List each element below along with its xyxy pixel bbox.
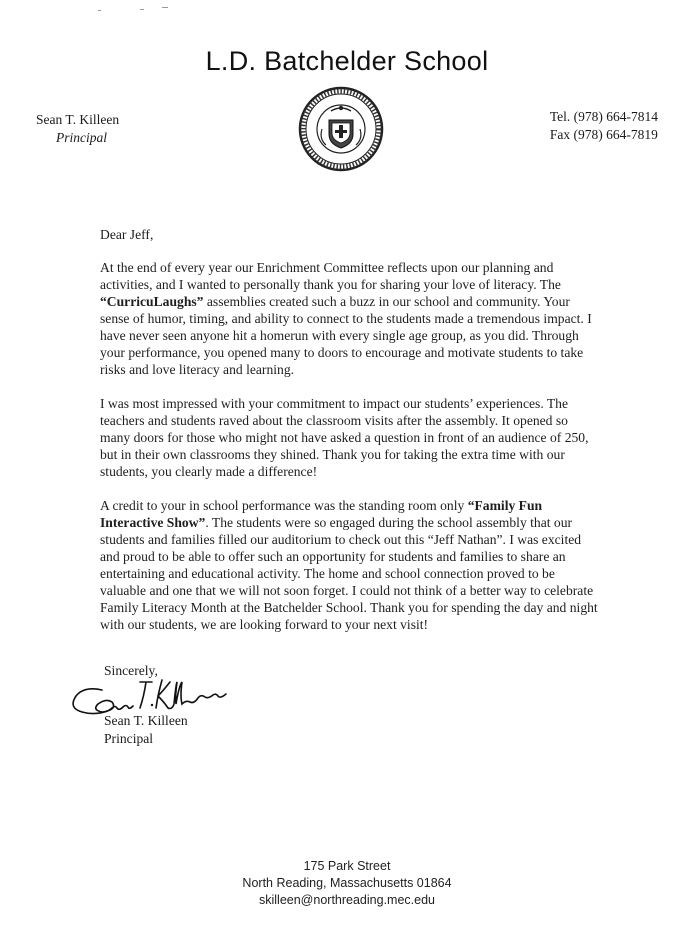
paragraph-3 — [100, 497, 598, 633]
signer-name: Sean T. Killeen — [104, 713, 188, 728]
paragraph-1-part-2: assemblies created such a buzz in our school and community. Your sense of humor, timing, and ability to connect to the students made a tremendous impact. I have never seen anyone hit a homerun with every single age group, as you did. Through your performance, you opened many to doors to encourage and motivate students to take risks and love literacy and learning. — [100, 294, 592, 377]
tel-number: Tel. (978) 664-7814 — [549, 109, 658, 124]
principal-block — [36, 111, 119, 147]
salutation: Dear Jeff, — [100, 227, 154, 242]
scan-speck — [140, 9, 144, 10]
contact-block — [550, 108, 658, 144]
family-fun-show-title: “Family Fun Interactive Show” — [100, 498, 543, 530]
paragraph-3-part-1: A credit to your in school performance was the standing room only — [100, 498, 468, 513]
paragraph-3-part-2: . The students were so engaged during the school assembly that our students and families filled our auditorium to check out this “Jeff Nathan”. I was excited and proud to be able to offer such an opportunity for students and families to share an entertaining and educational activity. The home and school connection proved to be valuable and one that we will not soon forget. I could not think of a better way to celebrate Family Literacy Month at the Batchelder School. Thank you for spending the day and night with our students, we are looking forward to your next visit! — [100, 515, 598, 632]
paragraph-1 — [100, 259, 598, 378]
footer-email: skilleen@northreading.mec.edu — [259, 893, 435, 907]
curriculaughs-title: “CurricuLaughs” — [100, 294, 204, 309]
school-seal-icon — [298, 86, 384, 172]
scan-speck — [162, 7, 168, 8]
footer-city: North Reading, Massachusetts 01864 — [242, 876, 452, 890]
footer-street: 175 Park Street — [303, 859, 391, 873]
signer-title: Principal — [104, 731, 154, 746]
paragraph-2: I was most impressed with your commitment to impact our students’ experiences. The teachers and students raved about the classroom visits after the assembly. It opened so many doors for those who might not have asked a question in front of an audience of 250, but in their own classrooms they shined. Thank you for taking the extra time with our students, you clearly made a difference! — [100, 396, 589, 479]
scan-speck — [98, 10, 101, 11]
address-footer — [0, 858, 694, 909]
letter-body — [100, 226, 598, 650]
school-name: L.D. Batchelder School — [205, 46, 489, 76]
signer-block — [104, 712, 188, 748]
principal-name: Sean T. Killeen — [36, 112, 120, 127]
paragraph-1-part-1: At the end of every year our Enrichment Committee reflects upon our planning and activities, and I wanted to personally thank you for sharing your love of literacy. The — [100, 260, 561, 292]
fax-number: Fax (978) 664-7819 — [549, 127, 658, 142]
principal-title: Principal — [56, 130, 107, 145]
closing: Sincerely, — [104, 663, 158, 678]
